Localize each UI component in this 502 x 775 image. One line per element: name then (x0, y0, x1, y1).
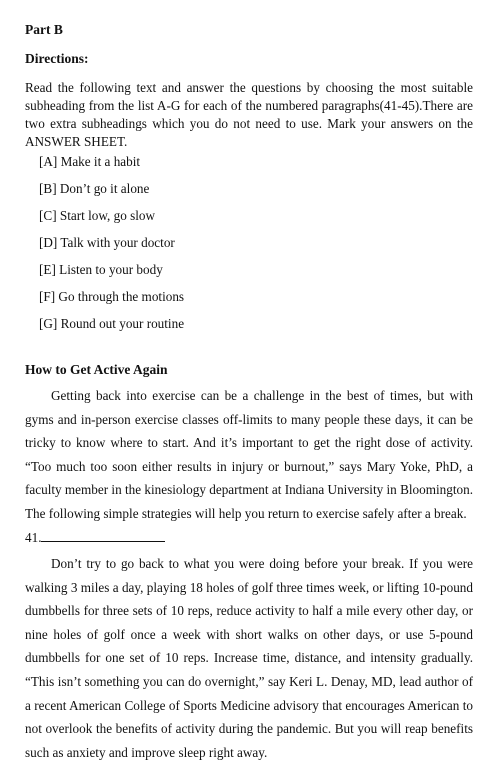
subheading-options-list (39, 152, 184, 341)
answer-blank-underline (41, 528, 165, 542)
option-e: [E] Listen to your body (39, 262, 163, 277)
question-41-blank (25, 528, 165, 548)
question-41-label: 41. (25, 530, 42, 545)
option-g: [G] Round out your routine (39, 316, 185, 331)
option-c: [C] Start low, go slow (39, 208, 155, 223)
option-b: [B] Don’t go it alone (39, 181, 150, 196)
article-intro-paragraph: Getting back into exercise can be a challenge in the best of times, but with gyms and in-person exercise classes off-limits to many people these days, it can be tricky to know where to start. And it’s important to get the right dose of activity. “Too much too soon either results in injury or burnout,” says Mary Yoke, PhD, a faculty member in the kinesiology department at Indiana University in Bloomington. The following simple strategies will help you return to exercise safely after a break. (25, 388, 473, 521)
part-title: Part B (25, 22, 63, 37)
directions-text: Read the following text and answer the questions by choosing the most suitable subheading from the list A-G for each of the numbered paragraphs(41-45).There are two extra subheadings which you do not need to use. Mark your answers on the ANSWER SHEET. (25, 80, 473, 149)
directions-heading: Directions: (25, 51, 89, 66)
option-d: [D] Talk with your doctor (39, 235, 175, 250)
paragraph-41: Don’t try to go back to what you were doing before your break. If you were walking 3 miles a day, playing 18 holes of golf three times week, or lifting 10-pound dumbbells for three sets of 10 reps, reduce activity to half a mile every other day, or nine holes of golf once a week with short walks on other days, or use 5-pound dumbbells for one set of 10 reps. Increase time, distance, and intensity gradually. “This isn’t something you can do overnight,” say Keri L. Denay, MD, lead author of a recent American College of Sports Medicine advisory that encourages American to not overlook the benefits of activity during the pandemic. But you will reap benefits such as anxiety and improve sleep right away. (25, 556, 473, 760)
article-title: How to Get Active Again (25, 362, 168, 377)
option-f: [F] Go through the motions (39, 289, 185, 304)
option-a: [A] Make it a habit (39, 154, 141, 169)
